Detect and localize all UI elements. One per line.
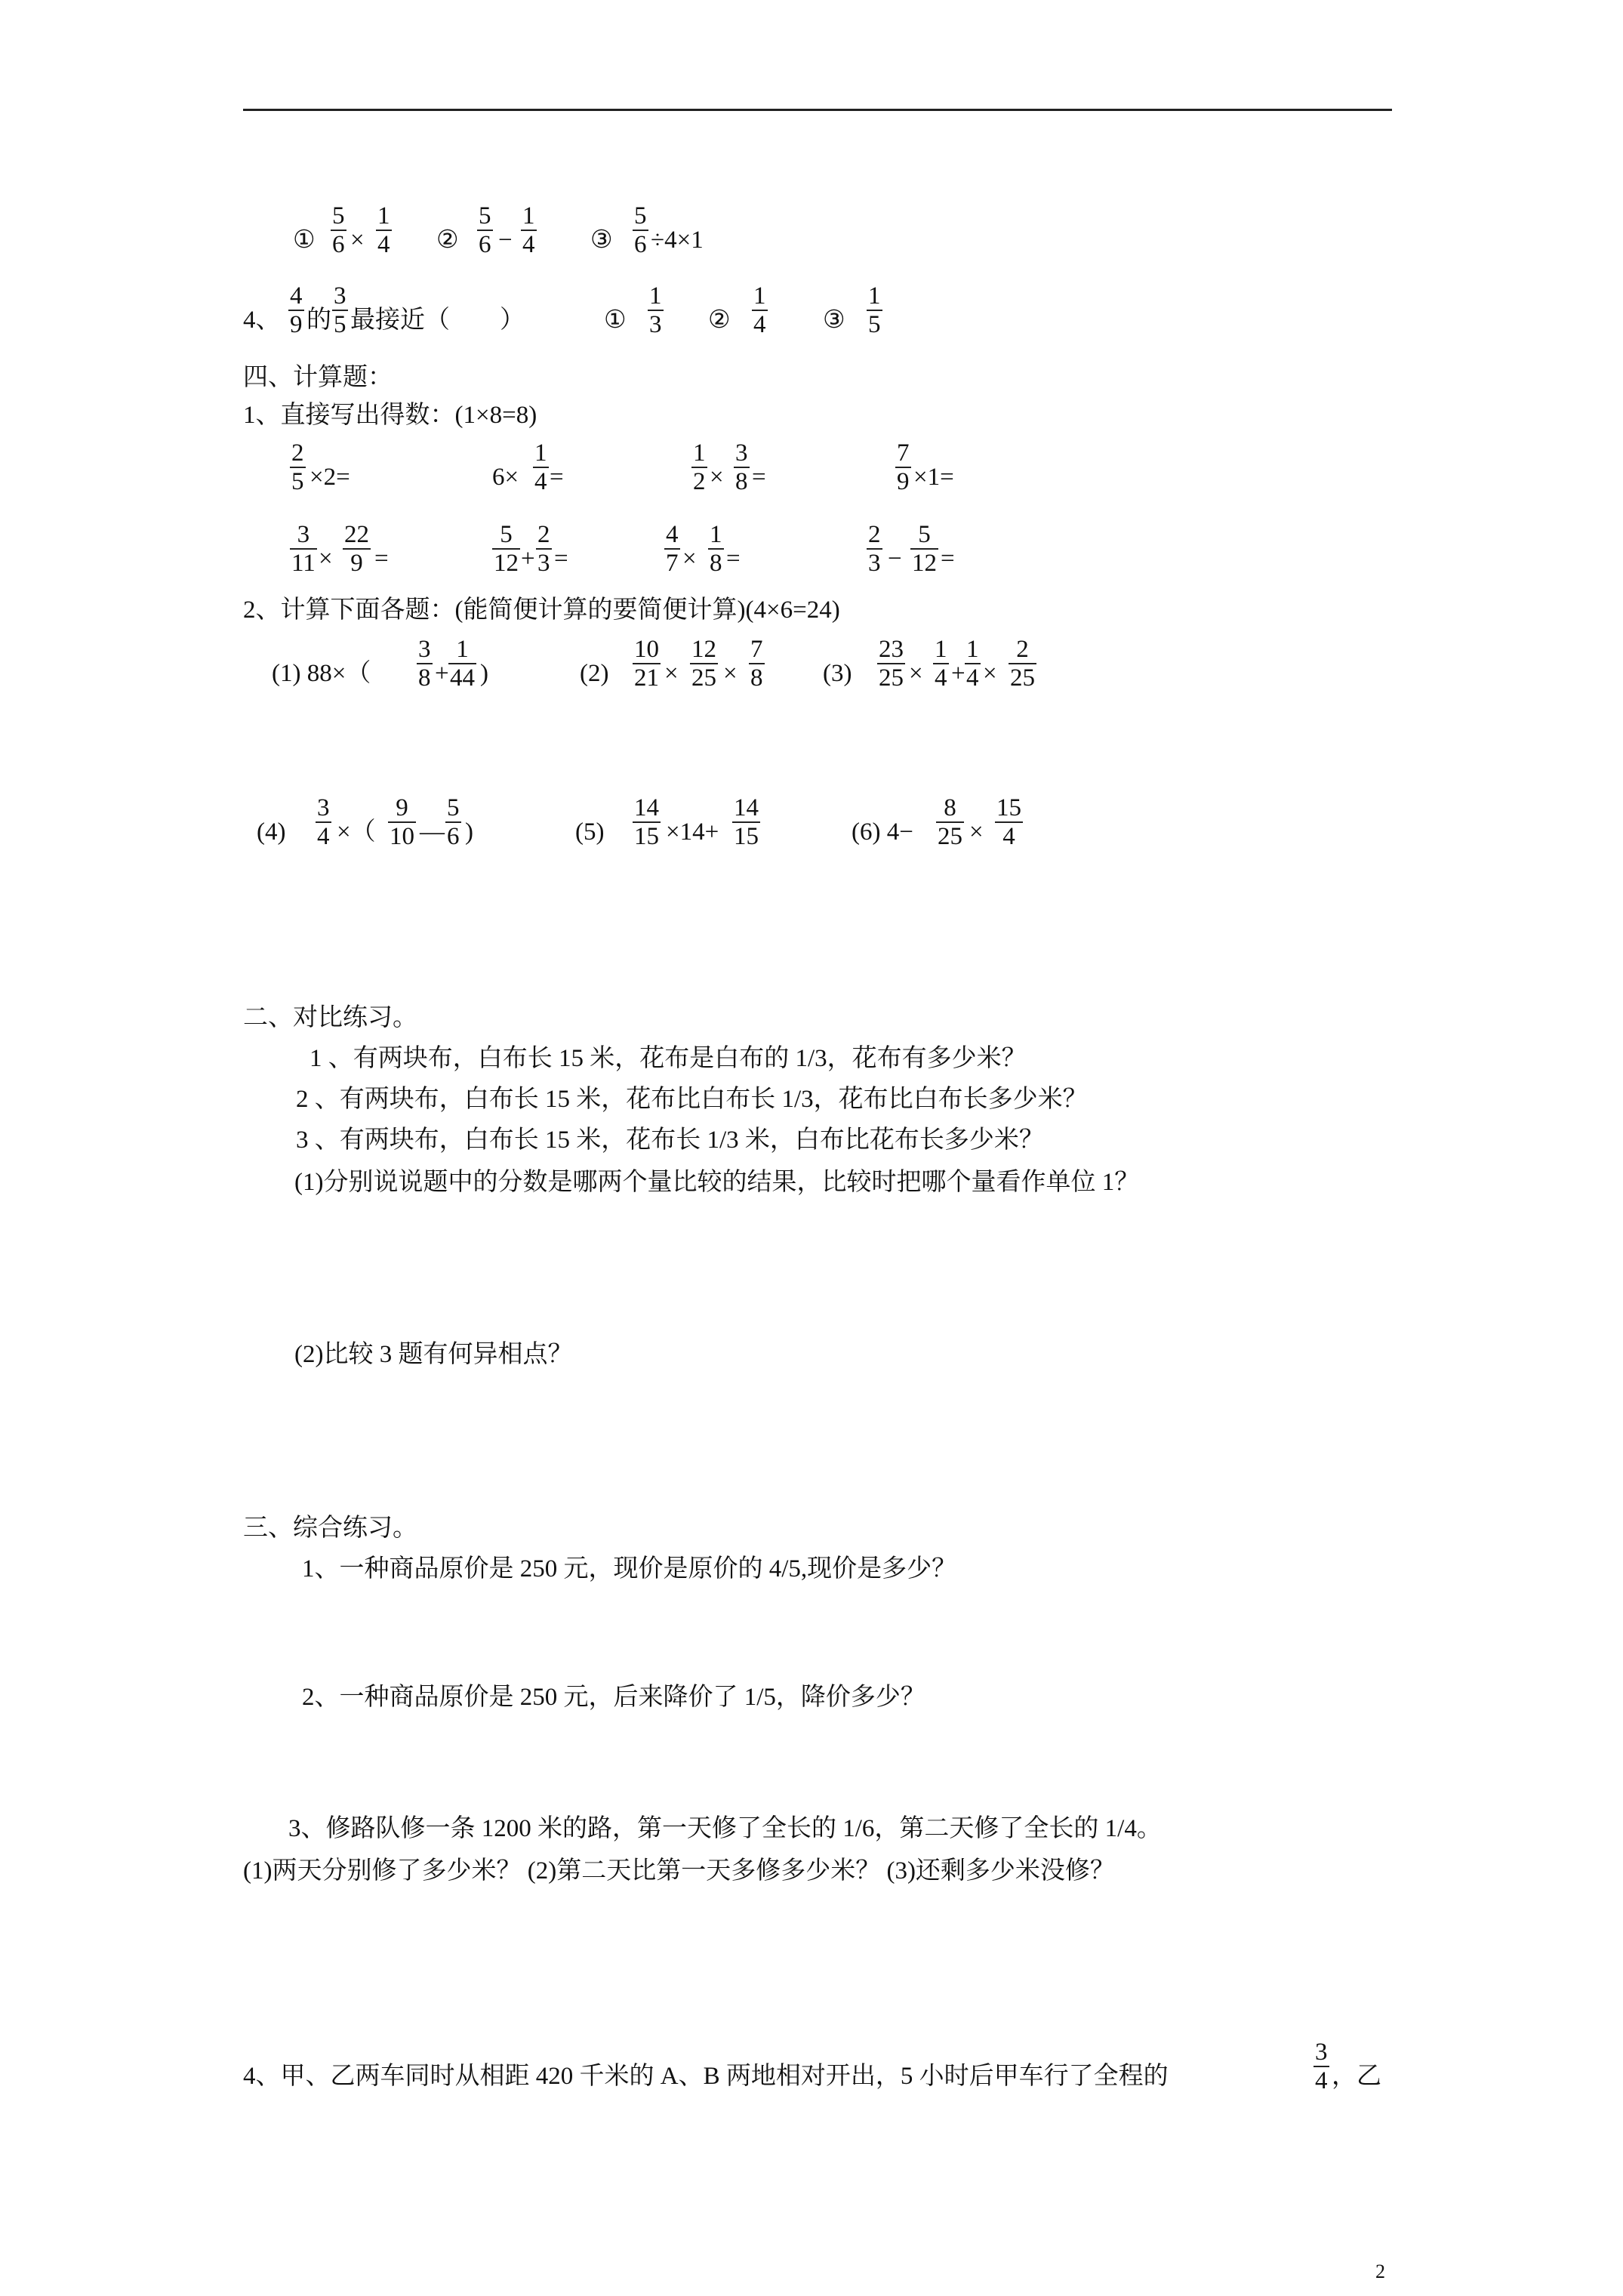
option-mark: ③: [823, 307, 845, 334]
option-mark: ②: [436, 227, 459, 254]
fraction: $\frac{4}{7}$: [666, 521, 679, 577]
operator: ×: [319, 545, 333, 572]
operator: ×: [682, 545, 697, 572]
question-line: (1)分别说说题中的分数是哪两个量比较的结果，比较时把哪个量看作单位 1？: [294, 1169, 1140, 1196]
fraction: $\frac{1}{2}$: [693, 439, 706, 495]
question-line-tail: ，乙: [1332, 2063, 1381, 2090]
expression-tail: ÷4×1: [651, 227, 704, 254]
operator: ×: [723, 660, 738, 687]
fraction: $\frac{14}{15}$: [634, 794, 659, 850]
expression-prefix: (6) 4−: [852, 818, 913, 846]
section-title: 二、对比练习。: [243, 1004, 417, 1031]
option-mark: ①: [604, 307, 627, 334]
operator: ×: [664, 660, 679, 687]
fraction: $\frac{5}{6}$: [479, 202, 491, 258]
fraction: $\frac{1}{44}$: [450, 636, 475, 692]
fraction: $\frac{8}{25}$: [938, 794, 962, 850]
question-text: 的: [306, 307, 331, 334]
question-line: (2)比较 3 题有何异相点？: [294, 1341, 573, 1368]
operator: ×（: [337, 818, 376, 846]
fraction: $\frac{7}{8}$: [750, 636, 763, 692]
operator: +: [951, 660, 965, 687]
fraction: $\frac{12}{25}$: [691, 636, 716, 692]
operator: +: [521, 545, 535, 572]
fraction: $\frac{4}{9}$: [290, 282, 303, 338]
expression-tail: ×2=: [310, 464, 350, 491]
operator: ×: [969, 818, 984, 846]
fraction: $\frac{1}{4}$: [935, 636, 947, 692]
option-mark: ③: [590, 227, 613, 254]
fraction: $\frac{2}{5}$: [291, 439, 304, 495]
fraction: $\frac{2}{3}$: [537, 521, 550, 577]
fraction: $\frac{9}{10}$: [390, 794, 414, 850]
fraction: $\frac{15}{4}$: [996, 794, 1021, 850]
question-line: 2、一种商品原价是 250 元，后来降价了 1/5，降价多少？: [302, 1684, 925, 1711]
fraction: $\frac{1}{5}$: [868, 282, 881, 338]
fraction: $\frac{5}{12}$: [494, 521, 519, 577]
fraction: $\frac{23}{25}$: [879, 636, 904, 692]
expression-prefix: 6×: [492, 464, 519, 491]
fraction: $\frac{3}{5}$: [334, 282, 346, 338]
expression-suffix: ): [480, 660, 488, 687]
operator: +: [435, 660, 449, 687]
expression-tail: =: [550, 464, 564, 491]
fraction: $\frac{1}{4}$: [522, 202, 535, 258]
expression-prefix: (4): [257, 818, 286, 846]
fraction: $\frac{3}{11}$: [291, 521, 316, 577]
fraction: $\frac{5}{6}$: [447, 794, 460, 850]
question-line: 4、甲、乙两车同时从相距 420 千米的 A、B 两地相对开出，5 小时后甲车行了全程的: [243, 2063, 1169, 2090]
operator: −: [498, 227, 513, 254]
operator: ×: [983, 660, 997, 687]
expression-tail: ×1=: [913, 464, 954, 491]
page-number: 2: [1375, 2261, 1385, 2282]
problem-title: 2、计算下面各题：(能简便计算的要简便计算)(4×6=24): [243, 596, 840, 624]
question-text: 最接近（ ）: [350, 307, 525, 334]
fraction: $\frac{1}{3}$: [649, 282, 662, 338]
question-line: (1)两天分别修了多少米？ (2)第二天比第一天多修多少米？ (3)还剩多少米没修？: [243, 1857, 1115, 1885]
fraction: $\frac{3}{4}$: [1315, 2039, 1328, 2094]
fraction: $\frac{10}{21}$: [634, 636, 659, 692]
operator: —: [420, 818, 445, 846]
fraction: $\frac{3}{4}$: [317, 794, 330, 850]
expression-prefix: (2): [580, 660, 609, 687]
fraction: $\frac{5}{12}$: [912, 521, 937, 577]
option-mark: ②: [708, 307, 731, 334]
expression-suffix: ): [465, 818, 473, 846]
question-line: 1、一种商品原价是 250 元，现价是原价的 4/5,现价是多少？: [302, 1555, 957, 1583]
question-line: 3 、有两块布，白布长 15 米，花布长 1/3 米，白布比花布长多少米？: [296, 1126, 1044, 1154]
fraction: $\frac{1}{4}$: [377, 202, 390, 258]
fraction: $\frac{2}{25}$: [1010, 636, 1035, 692]
fraction: $\frac{7}{9}$: [897, 439, 910, 495]
fraction: $\frac{14}{15}$: [734, 794, 759, 850]
expression-prefix: (1) 88×（: [272, 660, 371, 687]
question-line: 1 、有两块布，白布长 15 米，花布是白布的 1/3，花布有多少米？: [310, 1045, 1027, 1072]
operator: ×: [710, 464, 724, 491]
problem-title: 1、直接写出得数：(1×8=8): [243, 402, 537, 429]
fraction: $\frac{2}{3}$: [868, 521, 881, 577]
fraction: $\frac{1}{4}$: [966, 636, 979, 692]
header-rule: [243, 109, 1392, 111]
option-mark: ①: [293, 227, 316, 254]
fraction: $\frac{1}{8}$: [710, 521, 722, 577]
expression-prefix: (5): [575, 818, 605, 846]
expression-tail: =: [752, 464, 766, 491]
fraction: $\frac{1}{4}$: [534, 439, 547, 495]
fraction: $\frac{1}{4}$: [753, 282, 766, 338]
expression-tail: =: [554, 545, 568, 572]
section-title: 四、计算题：: [243, 364, 393, 391]
fraction: $\frac{22}{9}$: [344, 521, 369, 577]
operator: ×: [909, 660, 923, 687]
question-line: 3、修路队修一条 1200 米的路，第一天修了全长的 1/6，第二天修了全长的 1/4。: [288, 1815, 1162, 1842]
expression-prefix: (3): [823, 660, 852, 687]
expression-tail: =: [726, 545, 741, 572]
fraction: $\frac{5}{6}$: [332, 202, 345, 258]
fraction: $\frac{3}{8}$: [735, 439, 748, 495]
fraction: $\frac{5}{6}$: [634, 202, 647, 258]
question-line: 2 、有两块布，白布长 15 米，花布比白布长 1/3，花布比白布长多少米？: [296, 1086, 1088, 1113]
expression-tail: =: [941, 545, 955, 572]
operator: ×: [350, 227, 365, 254]
section-title: 三、综合练习。: [243, 1515, 417, 1542]
expression-tail: =: [374, 545, 389, 572]
operator: −: [888, 545, 902, 572]
question-label: 4、: [243, 307, 281, 334]
operator: ×14+: [666, 818, 719, 846]
fraction: $\frac{3}{8}$: [418, 636, 431, 692]
